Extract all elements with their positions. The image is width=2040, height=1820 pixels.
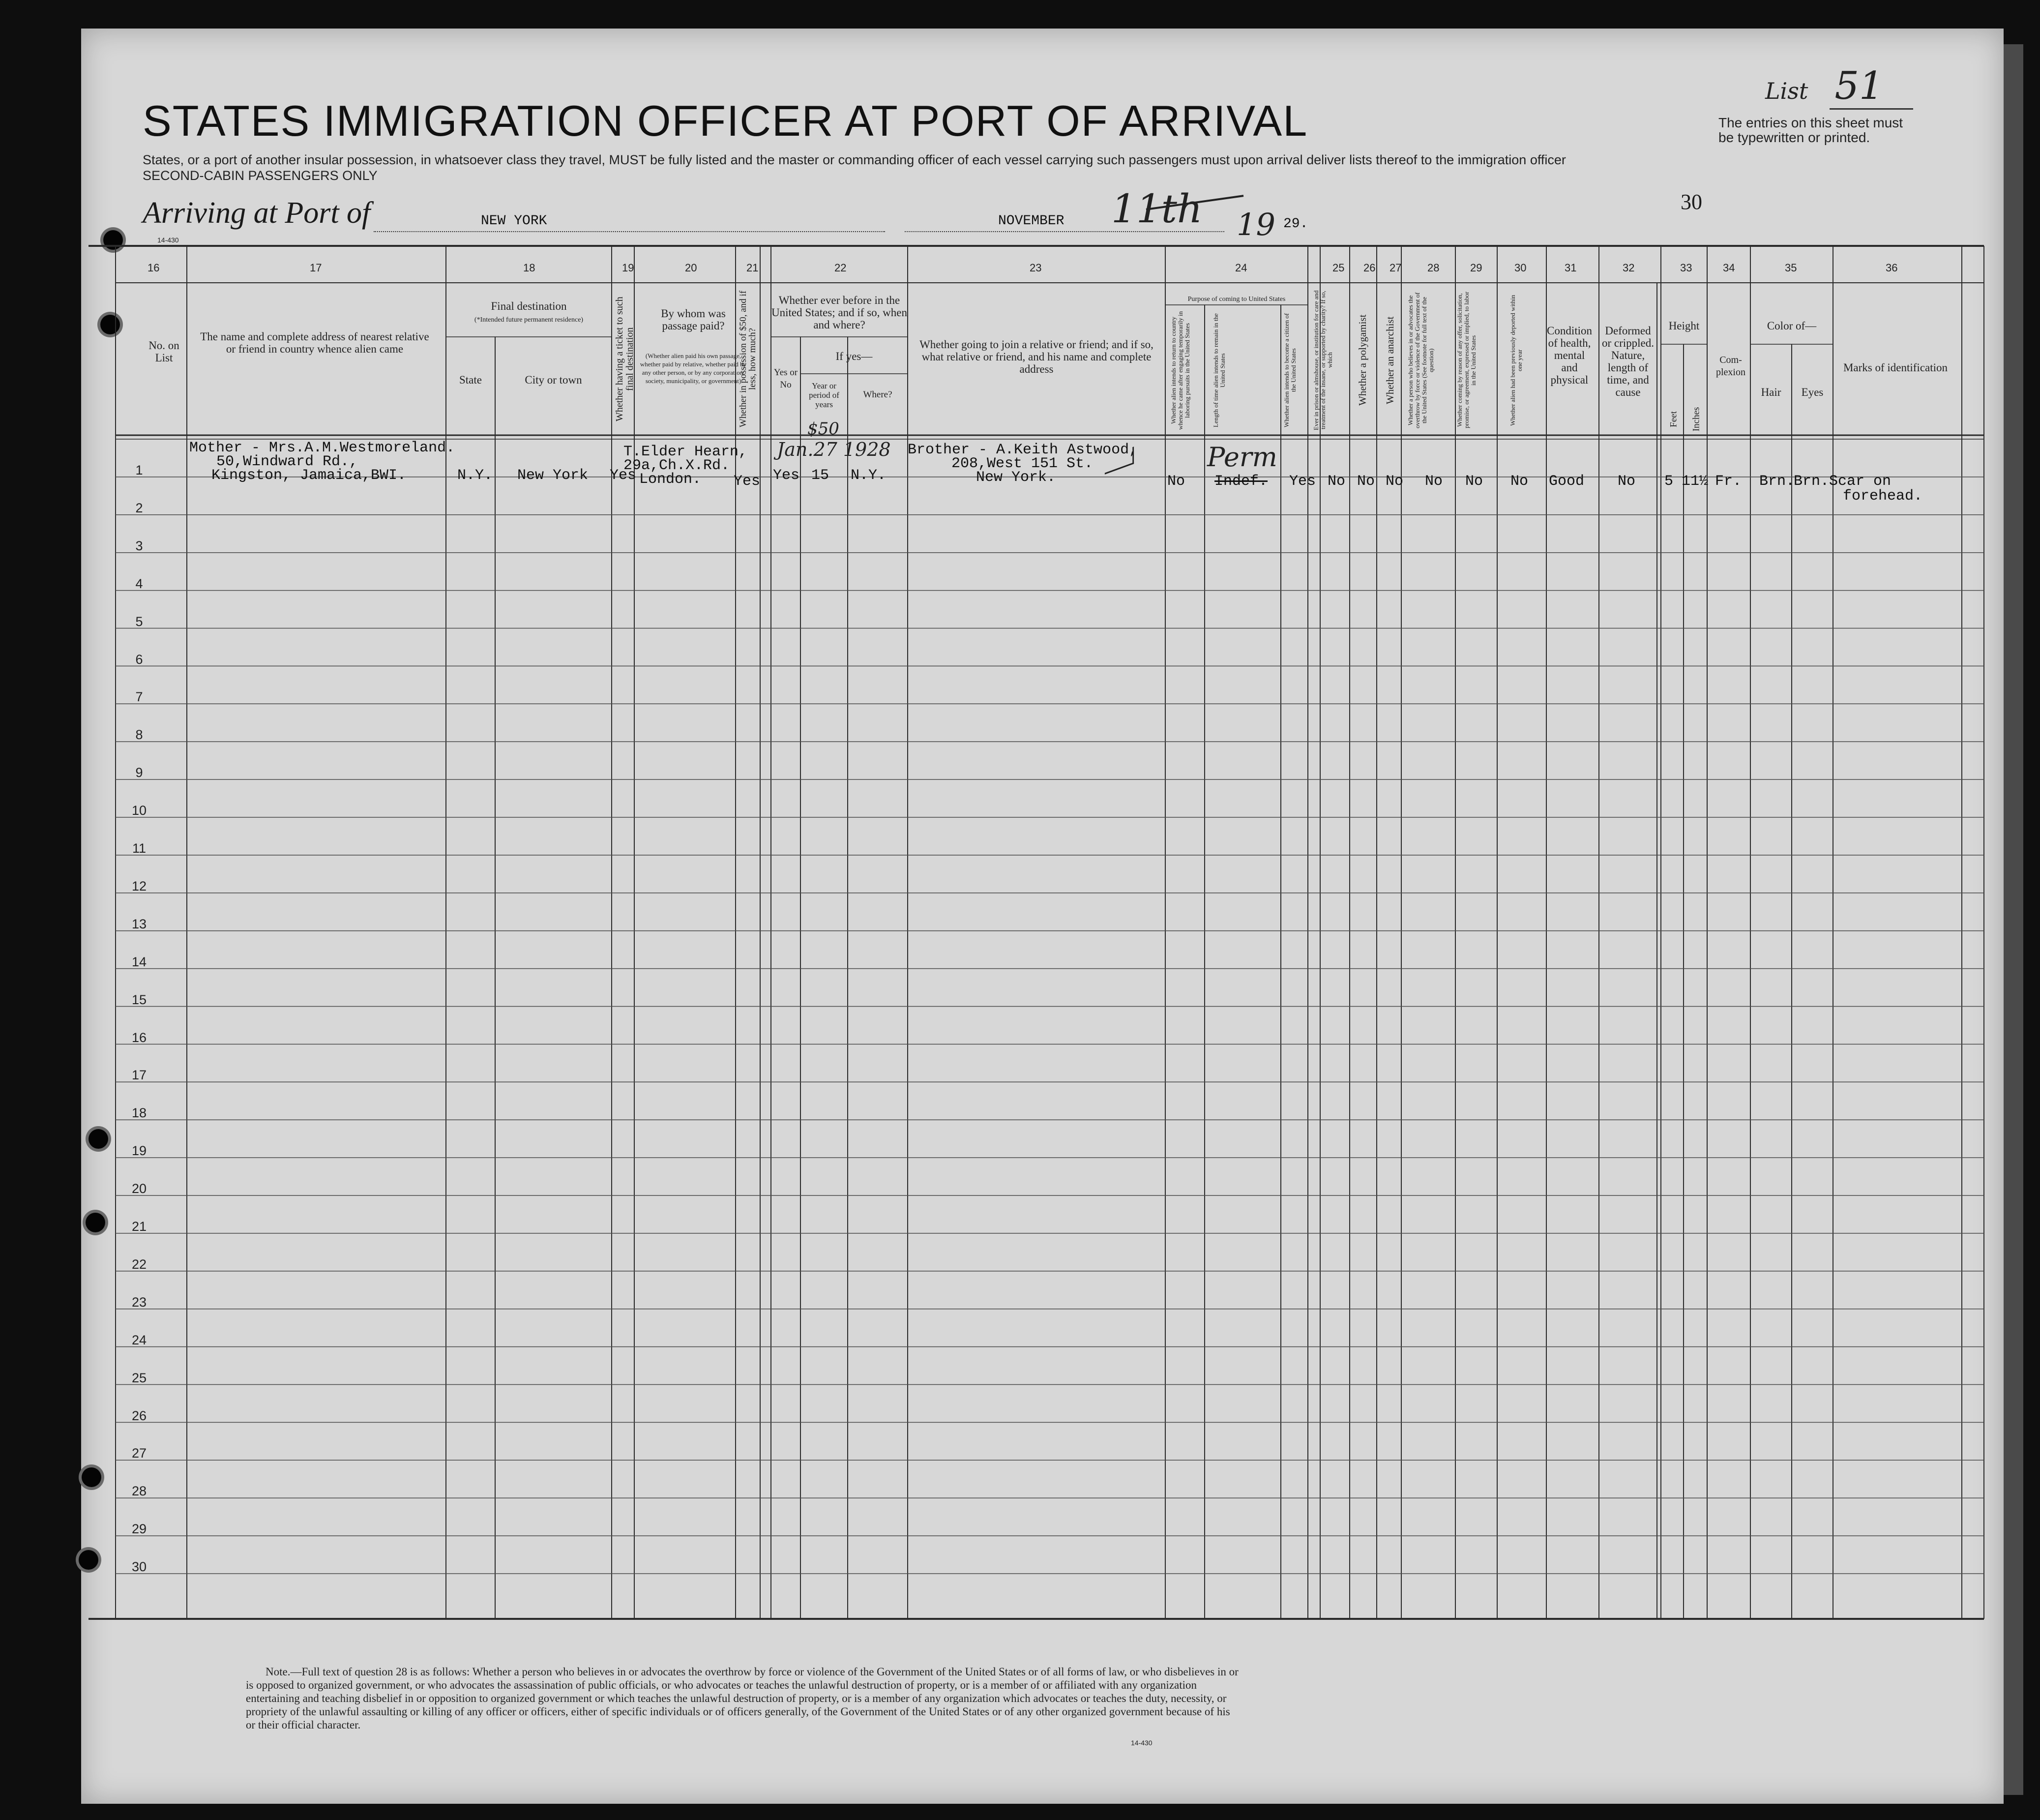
col25-header: Ever in prison or almshouse, or institution for care and treatment of the insane, or supported by charity? If so, which (1312, 290, 1333, 430)
col29-header: Whether coming by reason of any offer, solicitation, promise, or agreement, expressed or implied, to labor in the United States (1456, 292, 1477, 429)
join-line-2: 208,West 151 St. (951, 455, 1094, 472)
colnum-21: 21 (746, 262, 759, 274)
arriving-label: Arriving at Port of (143, 196, 371, 230)
row-number: 13 (131, 916, 147, 931)
colnum-30: 30 (1514, 262, 1527, 274)
row-number: 10 (131, 803, 147, 818)
colnum-27: 27 (1390, 262, 1402, 274)
port-value: NEW YORK (481, 213, 547, 229)
subtitle-line-2: SECOND-CABIN PASSENGERS ONLY (143, 168, 378, 183)
relative-line-1: Mother - Mrs.A.M.Westmoreland. (189, 440, 455, 456)
before-handwritten: Jan.27 1928 (777, 439, 891, 460)
col35-hair: Hair (1761, 386, 1781, 398)
complexion-value: Fr. (1715, 473, 1742, 490)
col18-state: State (459, 374, 482, 386)
col19-header: Whether having a ticket to such final destination (614, 297, 635, 421)
col33-inches: Inches (1691, 407, 1702, 432)
col21-header: Whether in possession of $50, and if less, how much? (738, 290, 758, 428)
subtitle-line-1: States, or a port of another insular possession, in whatsoever class they travel, MUST be fully listed and the master or commanding officer of each vessel carrying such passengers must upon arrival deliver lists thereof to the immigration officer (143, 152, 1566, 167)
row-number: 7 (135, 689, 143, 705)
paid-line-2: 29a,Ch.X.Rd. (623, 457, 730, 474)
colnum-31: 31 (1565, 262, 1577, 274)
q28-value: No (1425, 473, 1443, 490)
col20-note: (Whether alien paid his own passage, whether paid by relative, whether paid by any other person, or by any corporation, society, municipality, or government) (640, 352, 747, 385)
row-number: 18 (131, 1105, 147, 1121)
ticket-value: Yes (610, 467, 637, 484)
row-number: 16 (131, 1030, 147, 1045)
row-number: 24 (131, 1332, 147, 1347)
row-number: 20 (131, 1181, 147, 1196)
row-number: 25 (131, 1370, 147, 1385)
col22-ifyes: If yes— (835, 350, 873, 362)
row-number: 17 (131, 1068, 147, 1083)
marks-line-2: forehead. (1843, 488, 1923, 505)
polygamist-value: No (1357, 473, 1375, 490)
col34-header: Com-plexion (1716, 355, 1745, 378)
page-title: STATES IMMIGRATION OFFICER AT PORT OF ARRIVAL (143, 96, 1308, 145)
year-suffix: 29. (1283, 216, 1308, 232)
row-number: 29 (131, 1522, 147, 1537)
month-value: NOVEMBER (998, 213, 1064, 229)
colnum-24: 24 (1235, 262, 1247, 274)
col24b-header: Length of time alien intends to remain in the United States (1212, 313, 1226, 427)
colnum-28: 28 (1427, 262, 1440, 274)
row-number: 5 (135, 614, 143, 629)
colnum-23: 23 (1030, 262, 1042, 274)
list-label: List (1765, 78, 1808, 104)
colnum-25: 25 (1332, 262, 1345, 274)
before-yesno: Yes (773, 467, 800, 484)
prison-value: No (1328, 473, 1346, 490)
colnum-20: 20 (685, 262, 697, 274)
col22-yesno: Yes or No (773, 367, 798, 390)
citizen-value: Yes (1289, 473, 1316, 490)
row-number: 23 (131, 1294, 147, 1310)
before-where: N.Y. (851, 467, 887, 484)
join-line-3: New York. (976, 469, 1056, 486)
colnum-16: 16 (148, 262, 160, 274)
before-handwritten-note: $50 (807, 419, 839, 439)
money-value: Yes (734, 473, 761, 490)
row-number: 22 (131, 1256, 147, 1272)
row-number: 4 (135, 576, 143, 591)
colnum-34: 34 (1723, 262, 1735, 274)
col31-header: Condition of health, mental and physical (1546, 325, 1592, 386)
col36-header: Marks of identification (1843, 361, 1948, 374)
footnote-code: 14-430 (1131, 1739, 1153, 1747)
row-number: 30 (131, 1559, 147, 1575)
col26-header: Whether a polygamist (1357, 314, 1368, 406)
col18-city: City or town (525, 374, 582, 386)
count-30: 30 (1681, 190, 1702, 214)
col27-header: Whether an anarchist (1384, 316, 1396, 404)
row-number: 21 (131, 1219, 147, 1234)
health-value: Good (1549, 473, 1585, 490)
relative-line-2: 50,Windward Rd., (216, 453, 358, 470)
col17-header: The name and complete address of nearest relative or friend in country whence alien came (200, 330, 429, 355)
colnum-17: 17 (310, 262, 322, 274)
row-number: 1 (135, 463, 143, 477)
colnum-22: 22 (834, 262, 847, 274)
day-value: 11th (1111, 186, 1203, 232)
dest-state: N.Y. (457, 467, 493, 484)
entries-note-2: be typewritten or printed. (1718, 130, 1870, 145)
footnote: Note.—Full text of question 28 is as follows: Whether a person who believes in or advocates the overthrow by force or violence of the Government of the United States or of all forms of law, or who disbelieves in or is opposed to organized government, or who advocates the assassination of public officials, or who advocates or teaches the unlawful destruction of property, or is a member of or affiliated with any organization entertaining and teaching disbelief in or opposition to organized government or which teaches the unlawful destruction of property, or is a member of any organization which advocates or teaches the duty, necessity, or propriety of the unlawful assaulting or killing of any officer or officers, either of specific individuals or of officers generally, of the Government of the United States or of any other organized government because of his or their official character. (246, 1666, 1239, 1731)
return-value: No (1167, 473, 1185, 490)
colnum-29: 29 (1470, 262, 1482, 274)
before-years: 15 (811, 467, 829, 484)
deformed-value: No (1618, 473, 1636, 490)
eyes-value: Brn. (1794, 473, 1830, 490)
col16-header: No. on List (148, 339, 179, 364)
col18-header: Final destination (491, 300, 567, 312)
colnum-32: 32 (1623, 262, 1635, 274)
col20-header: By whom was passage paid? (661, 307, 726, 332)
col24-header: Purpose of coming to United States (1187, 296, 1286, 303)
entries-note-1: The entries on this sheet must (1718, 115, 1903, 130)
col22-header: Whether ever before in the United States; and if so, when and where? (771, 294, 907, 331)
row-number: 26 (131, 1408, 147, 1423)
anarchist-value: No (1386, 473, 1404, 490)
colnum-18: 18 (523, 262, 535, 274)
col24c-header: Whether alien intends to become a citizen of the United States (1283, 313, 1297, 428)
col33-feet: Feet (1668, 411, 1679, 427)
col22-where: Where? (863, 389, 892, 400)
q29-value: No (1465, 473, 1483, 490)
row-number: 8 (135, 727, 143, 743)
hair-value: Brn. (1759, 473, 1795, 490)
feet-value: 5 (1664, 473, 1674, 490)
inches-value: 11½ (1682, 473, 1709, 490)
relative-line-3: Kingston, Jamaica,BWI. (211, 467, 407, 484)
row-number: 28 (131, 1484, 147, 1499)
row-number: 11 (132, 841, 147, 856)
col35-header: Color of— (1767, 320, 1817, 332)
row-number: 2 (135, 500, 143, 515)
col33-header: Height (1668, 320, 1700, 332)
colnum-36: 36 (1886, 262, 1898, 274)
join-line-1: Brother - A.Keith Astwood, (908, 442, 1138, 458)
paid-line-3: London. (639, 471, 702, 488)
col28-header: Whether a person who believes in or advocates the overthrow by force or violence of the Government of the United States (See footnote for full text of the question) (1407, 292, 1435, 428)
col32-header: Deformed or crippled. Nature, length of time, and cause (1601, 325, 1654, 398)
length-handwritten: Perm (1207, 442, 1277, 473)
row-number: 12 (131, 878, 147, 894)
row-number: 14 (131, 954, 147, 969)
colnum-19: 19 (622, 262, 634, 274)
colnum-35: 35 (1785, 262, 1797, 274)
paid-line-1: T.Elder Hearn, (623, 444, 748, 460)
marks-line-1: Scar on (1829, 473, 1892, 490)
row-number: 15 (131, 992, 147, 1007)
year-prefix: 19 (1237, 207, 1275, 242)
col35-eyes: Eyes (1801, 386, 1824, 398)
col24a-header: Whether alien intends to return to country whence he came after engaging temporarily in laboring pursuits in the United States (1170, 311, 1191, 430)
row-number: 9 (135, 765, 143, 780)
row-number: 19 (131, 1143, 147, 1159)
row-number: 6 (135, 652, 143, 667)
col30-header: Whether alien had been previously deported within one year (1509, 295, 1523, 426)
col23-header: Whether going to join a relative or friend; and if so, what relative or friend, and his name and complete address (919, 338, 1153, 375)
colnum-33: 33 (1680, 262, 1692, 274)
dest-city: New York (517, 467, 589, 484)
form-code: 14-430 (157, 236, 179, 244)
row-number: 3 (135, 538, 143, 553)
colnum-26: 26 (1363, 262, 1376, 274)
length-typed: Indef. (1214, 473, 1268, 490)
list-number: 51 (1830, 64, 1913, 110)
q30-value: No (1510, 473, 1529, 490)
col18-note: (*Intended future permanent residence) (474, 316, 584, 324)
col22-year: Year or period of years (809, 381, 839, 409)
row-number: 27 (131, 1446, 147, 1461)
